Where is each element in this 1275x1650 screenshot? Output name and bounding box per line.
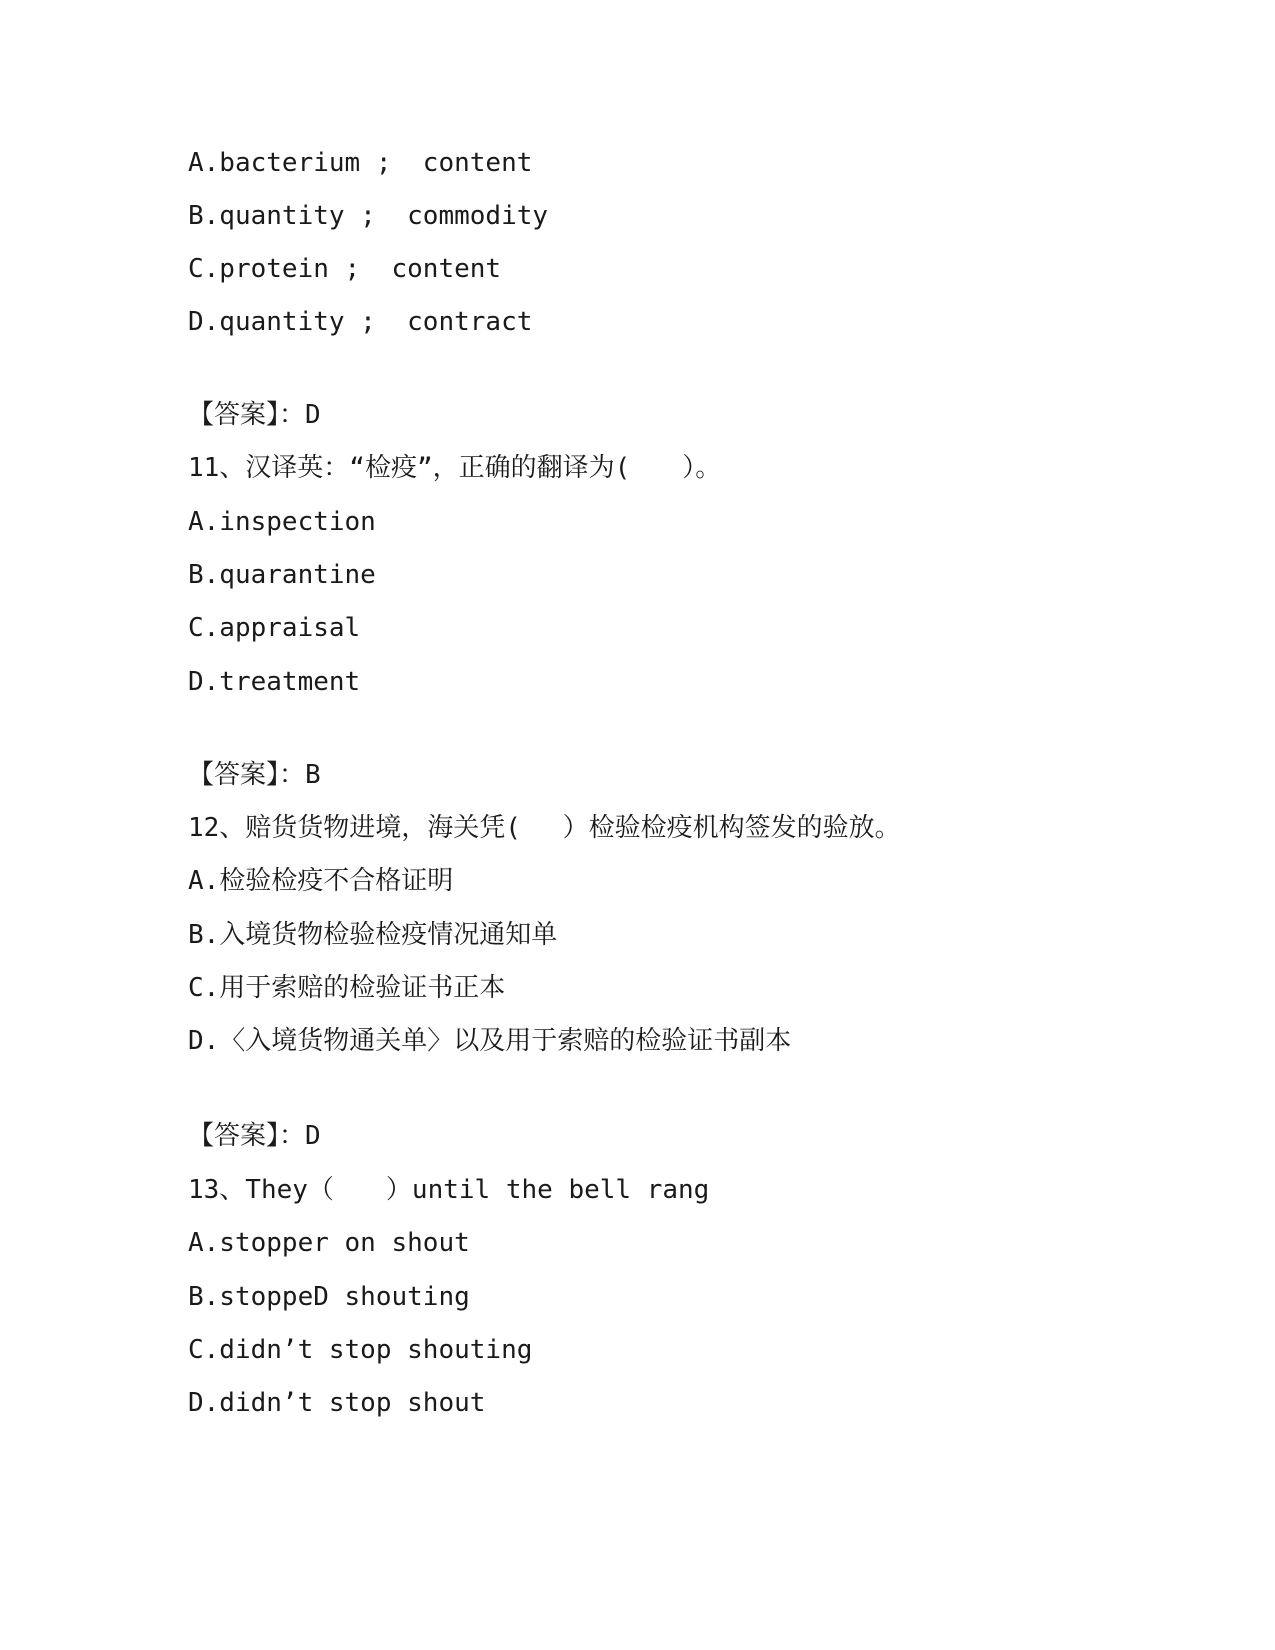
- q10-option-c: C.protein ; content: [188, 254, 502, 284]
- q12-option-b: B.入境货物检验检疫情况通知单: [188, 920, 558, 950]
- q12-option-c: C.用于索赔的检验证书正本: [188, 973, 506, 1003]
- q10-option-b: B.quantity ; commodity: [188, 201, 549, 231]
- q10-option-d: D.quantity ; contract: [188, 307, 533, 337]
- q12-option-a: A.检验检疫不合格证明: [188, 866, 454, 896]
- q11-answer: 【答案】：B: [188, 760, 321, 790]
- q11-option-c: C.appraisal: [188, 613, 361, 643]
- q12-option-d: D.〈入境货物通关单〉以及用于索赔的检验证书副本: [188, 1026, 792, 1056]
- q13-option-d: D.didn’t stop shout: [188, 1388, 486, 1418]
- q13-option-b: B.stoppeD shouting: [188, 1282, 470, 1312]
- q13-option-c: C.didn’t stop shouting: [188, 1335, 533, 1365]
- q11-question: 11、汉译英：“检疫”，正确的翻译为( ）。: [188, 453, 722, 483]
- q12-question: 12、赔货货物进境，海关凭( ）检验检疫机构签发的验放。: [188, 813, 901, 843]
- q11-option-a: A.inspection: [188, 507, 376, 537]
- q10-option-a: A.bacterium ; content: [188, 148, 533, 178]
- q13-option-a: A.stopper on shout: [188, 1228, 470, 1258]
- q11-option-b: B.quarantine: [188, 560, 376, 590]
- q11-option-d: D.treatment: [188, 667, 361, 697]
- q12-answer: 【答案】：D: [188, 1121, 321, 1151]
- q13-question: 13、They（ ）until the bell rang: [188, 1175, 710, 1205]
- q10-answer: 【答案】：D: [188, 400, 321, 430]
